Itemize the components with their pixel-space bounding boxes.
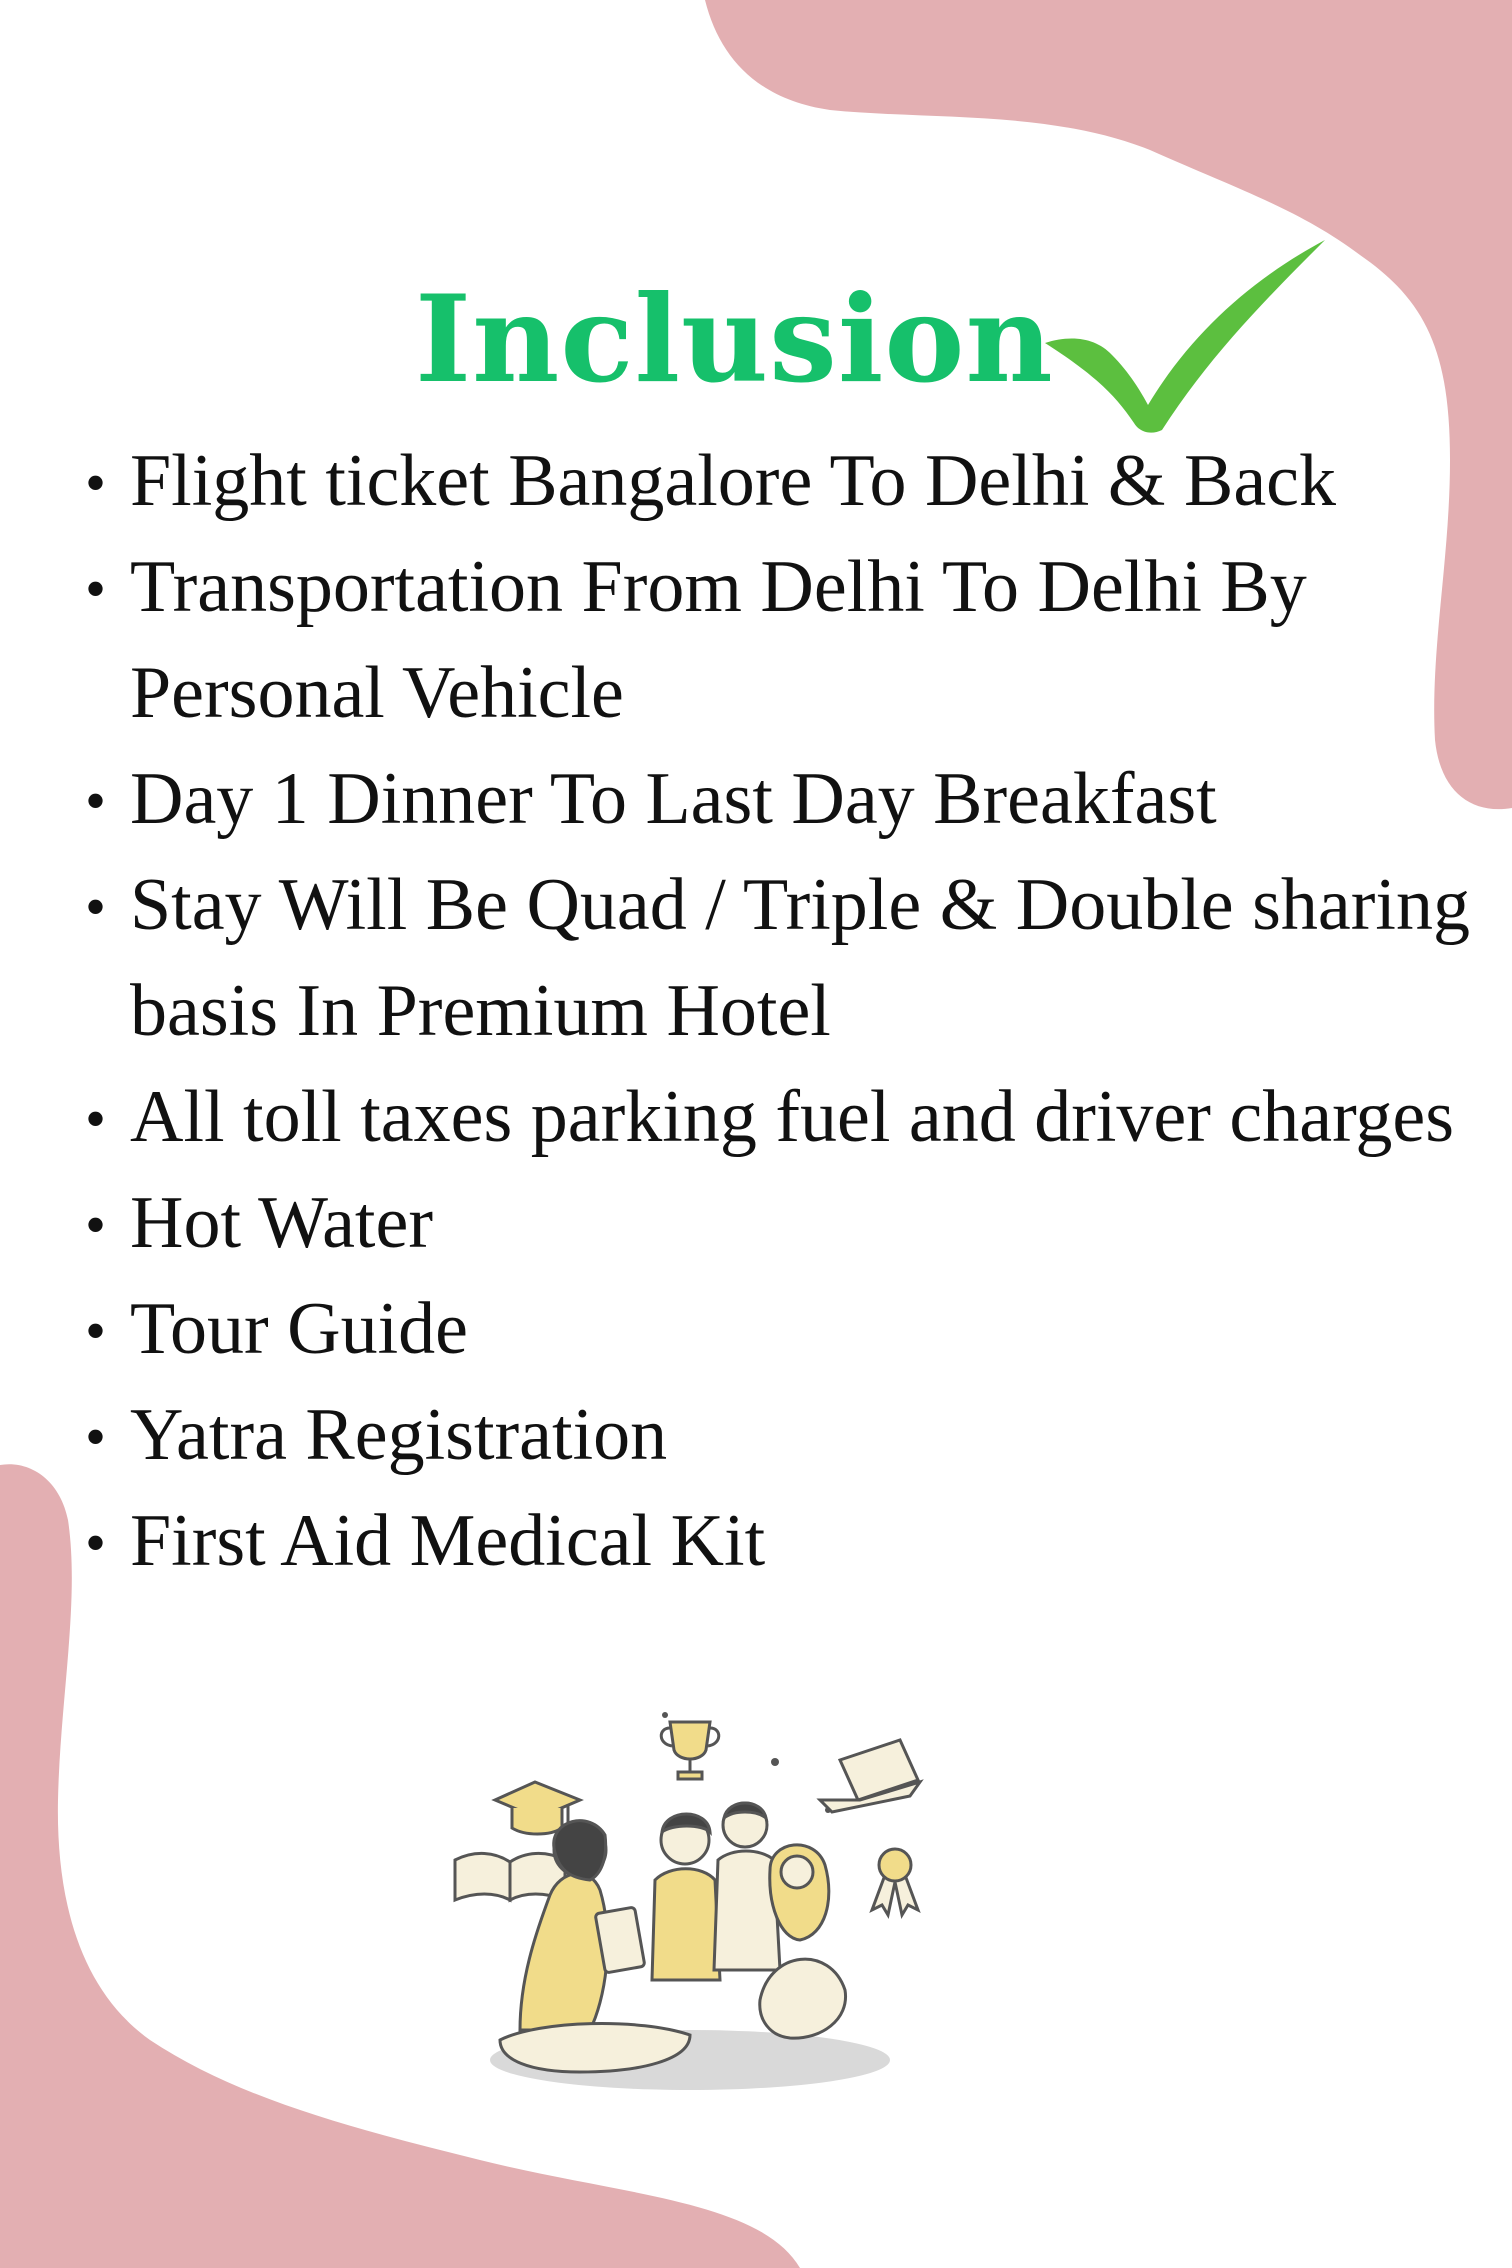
bullet-icon: • — [85, 1510, 107, 1576]
bullet-icon: • — [85, 1404, 107, 1470]
bullet-icon: • — [85, 1086, 107, 1152]
list-item — [0, 1276, 1512, 1382]
bullet-icon: • — [85, 1298, 107, 1364]
list-item-text: Transportation From Delhi To Delhi By Personal Vehicle — [130, 546, 1307, 734]
list-item-text: Tour Guide — [130, 1288, 469, 1370]
list-item-text: Flight ticket Bangalore To Delhi & Back — [130, 440, 1337, 522]
child-figure — [652, 1814, 720, 1980]
list-item — [0, 746, 1512, 852]
list-item-text: Stay Will Be Quad / Triple & Double sharing basis In Premium Hotel — [130, 864, 1470, 1052]
bullet-icon: • — [85, 874, 107, 940]
bullet-icon: • — [85, 450, 107, 516]
medal-icon — [872, 1849, 918, 1915]
list-item-text: Hot Water — [130, 1182, 433, 1264]
students-studying-illustration — [440, 1700, 960, 2100]
bullet-icon: • — [85, 1192, 107, 1258]
laptop-icon — [820, 1740, 920, 1812]
list-item — [0, 534, 1512, 746]
bullet-icon: • — [85, 556, 107, 622]
list-item — [0, 1488, 1512, 1594]
list-item — [0, 428, 1512, 534]
list-item-text: First Aid Medical Kit — [130, 1500, 766, 1582]
list-item — [0, 1064, 1512, 1170]
open-book-icon — [455, 1853, 565, 1900]
list-item — [0, 1170, 1512, 1276]
list-item-text: Yatra Registration — [130, 1394, 668, 1476]
page-title: Inclusion — [415, 269, 1054, 410]
trophy-icon — [661, 1722, 719, 1779]
list-item-text: All toll taxes parking fuel and driver charges — [130, 1076, 1455, 1158]
list-item-text: Day 1 Dinner To Last Day Breakfast — [130, 758, 1217, 840]
bullet-icon: • — [85, 768, 107, 834]
inclusion-list — [0, 428, 1512, 1594]
title-row — [0, 265, 1512, 435]
list-item — [0, 1382, 1512, 1488]
list-item — [0, 852, 1512, 1064]
check-mark-icon — [1040, 225, 1330, 435]
